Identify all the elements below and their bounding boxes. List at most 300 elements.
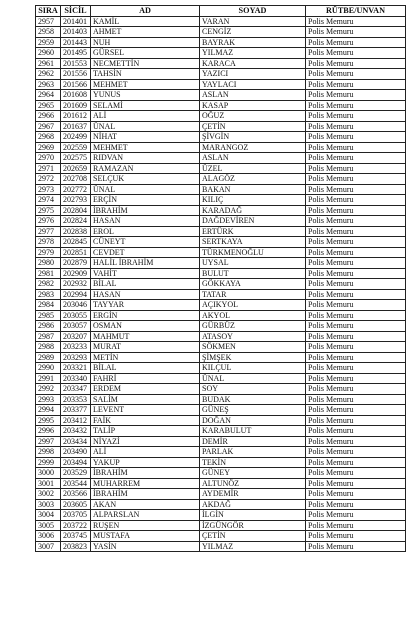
cell-rutbe: Polis Memuru [306,90,406,101]
cell-rutbe: Polis Memuru [306,237,406,248]
cell-sira: 3001 [36,478,61,489]
cell-rutbe: Polis Memuru [306,342,406,353]
cell-rutbe: Polis Memuru [306,153,406,164]
table-row [36,16,406,27]
cell-ad: MUHARREM [91,478,200,489]
cell-soyad: AYDEMİR [200,489,306,500]
cell-soyad: DAĞDEVİREN [200,216,306,227]
cell-sicil: 203353 [61,394,91,405]
cell-rutbe: Polis Memuru [306,363,406,374]
cell-soyad: PARLAK [200,447,306,458]
cell-sira: 2996 [36,426,61,437]
cell-ad: NECMETTİN [91,58,200,69]
cell-soyad: YILMAZ [200,48,306,59]
cell-sira: 2982 [36,279,61,290]
cell-sicil: 201556 [61,69,91,80]
table-row [36,520,406,531]
cell-rutbe: Polis Memuru [306,520,406,531]
cell-ad: TALİP [91,426,200,437]
table-row [36,510,406,521]
cell-ad: RUŞEN [91,520,200,531]
cell-sira: 2960 [36,48,61,59]
cell-sicil: 202559 [61,142,91,153]
table-row [36,373,406,384]
cell-sira: 2964 [36,90,61,101]
cell-sira: 2989 [36,352,61,363]
table-row [36,489,406,500]
table-row [36,237,406,248]
cell-ad: MUSTAFA [91,531,200,542]
cell-sira: 2967 [36,121,61,132]
cell-sicil: 203705 [61,510,91,521]
table-row [36,331,406,342]
cell-soyad: OĞUZ [200,111,306,122]
cell-soyad: YAYLACI [200,79,306,90]
cell-soyad: KILIÇ [200,195,306,206]
cell-rutbe: Polis Memuru [306,415,406,426]
cell-ad: YAKUP [91,457,200,468]
cell-sicil: 201443 [61,37,91,48]
table-row [36,90,406,101]
cell-sira: 2958 [36,27,61,38]
cell-ad: İBRAHİM [91,205,200,216]
cell-ad: İBRAHİM [91,489,200,500]
cell-ad: MEHMET [91,142,200,153]
table-row [36,132,406,143]
cell-rutbe: Polis Memuru [306,499,406,510]
table-row [36,342,406,353]
cell-rutbe: Polis Memuru [306,289,406,300]
cell-sicil: 202804 [61,205,91,216]
cell-sicil: 203347 [61,384,91,395]
table-row [36,205,406,216]
cell-sicil: 203207 [61,331,91,342]
cell-soyad: ASLAN [200,153,306,164]
cell-soyad: ÇETİN [200,531,306,542]
cell-sicil: 202659 [61,163,91,174]
table-body [36,16,406,552]
cell-soyad: DOĞAN [200,415,306,426]
cell-rutbe: Polis Memuru [306,394,406,405]
cell-sira: 2972 [36,174,61,185]
header-row [36,6,406,17]
cell-sicil: 203233 [61,342,91,353]
table-row [36,541,406,552]
cell-sicil: 203529 [61,468,91,479]
table-row [36,415,406,426]
cell-sicil: 203566 [61,489,91,500]
cell-sira: 2993 [36,394,61,405]
cell-rutbe: Polis Memuru [306,226,406,237]
cell-soyad: BAYRAK [200,37,306,48]
cell-sicil: 203544 [61,478,91,489]
cell-soyad: KILÇUL [200,363,306,374]
cell-sicil: 201495 [61,48,91,59]
cell-sira: 3004 [36,510,61,521]
cell-soyad: SÖKMEN [200,342,306,353]
cell-ad: RIDVAN [91,153,200,164]
cell-soyad: ASLAN [200,90,306,101]
cell-sira: 2987 [36,331,61,342]
cell-ad: CEVDET [91,247,200,258]
table-row [36,531,406,542]
cell-ad: NİYAZİ [91,436,200,447]
table-row [36,310,406,321]
cell-ad: BİLAL [91,279,200,290]
cell-ad: AKAN [91,499,200,510]
cell-soyad: MARANGOZ [200,142,306,153]
cell-sira: 3003 [36,499,61,510]
cell-soyad: GÜRBÜZ [200,321,306,332]
cell-rutbe: Polis Memuru [306,541,406,552]
cell-ad: KAMİL [91,16,200,27]
cell-sira: 2963 [36,79,61,90]
cell-soyad: BAKAN [200,184,306,195]
cell-rutbe: Polis Memuru [306,111,406,122]
cell-rutbe: Polis Memuru [306,373,406,384]
cell-soyad: ALTUNÖZ [200,478,306,489]
cell-sicil: 203605 [61,499,91,510]
cell-sira: 2990 [36,363,61,374]
cell-soyad: AKYOL [200,310,306,321]
cell-rutbe: Polis Memuru [306,205,406,216]
cell-rutbe: Polis Memuru [306,174,406,185]
cell-soyad: SERTKAYA [200,237,306,248]
cell-rutbe: Polis Memuru [306,195,406,206]
cell-ad: ERÇİN [91,195,200,206]
cell-sira: 2970 [36,153,61,164]
table-row [36,457,406,468]
cell-sira: 2995 [36,415,61,426]
cell-sicil: 201553 [61,58,91,69]
table-row [36,195,406,206]
cell-sicil: 202909 [61,268,91,279]
cell-soyad: TÜRKMENOĞLU [200,247,306,258]
cell-rutbe: Polis Memuru [306,69,406,80]
cell-ad: MURAT [91,342,200,353]
cell-rutbe: Polis Memuru [306,489,406,500]
cell-sicil: 203340 [61,373,91,384]
cell-soyad: GÜNEŞ [200,405,306,416]
table-row [36,394,406,405]
cell-rutbe: Polis Memuru [306,300,406,311]
header-sicil: SİCİL [61,6,91,17]
cell-soyad: TEKİN [200,457,306,468]
cell-sira: 2957 [36,16,61,27]
cell-sira: 2969 [36,142,61,153]
cell-soyad: KASAP [200,100,306,111]
header-rutbe: RÜTBE/UNVAN [306,6,406,17]
cell-ad: GÜRSEL [91,48,200,59]
cell-sira: 2980 [36,258,61,269]
table-row [36,478,406,489]
cell-soyad: BUDAK [200,394,306,405]
cell-ad: FAİK [91,415,200,426]
table-row [36,121,406,132]
cell-rutbe: Polis Memuru [306,27,406,38]
cell-soyad: ATASOY [200,331,306,342]
cell-soyad: ÜZEL [200,163,306,174]
table-row [36,447,406,458]
cell-ad: ÜNAL [91,121,200,132]
cell-soyad: AÇIKYOL [200,300,306,311]
cell-soyad: DEMİR [200,436,306,447]
cell-sira: 2983 [36,289,61,300]
cell-sira: 2959 [36,37,61,48]
table-row [36,226,406,237]
cell-sicil: 201637 [61,121,91,132]
cell-soyad: GÜNEY [200,468,306,479]
cell-sicil: 203057 [61,321,91,332]
cell-ad: SELÇUK [91,174,200,185]
cell-rutbe: Polis Memuru [306,321,406,332]
cell-ad: MEHMET [91,79,200,90]
cell-sicil: 201612 [61,111,91,122]
cell-soyad: BULUT [200,268,306,279]
cell-sira: 2974 [36,195,61,206]
cell-ad: YUNUS [91,90,200,101]
cell-sira: 2975 [36,205,61,216]
cell-sicil: 203432 [61,426,91,437]
cell-rutbe: Polis Memuru [306,310,406,321]
cell-rutbe: Polis Memuru [306,478,406,489]
cell-rutbe: Polis Memuru [306,37,406,48]
table-row [36,58,406,69]
table-row [36,142,406,153]
personnel-table [35,5,406,552]
table-row [36,300,406,311]
table-row [36,468,406,479]
cell-sicil: 201401 [61,16,91,27]
table-row [36,258,406,269]
cell-sira: 2961 [36,58,61,69]
cell-sira: 3007 [36,541,61,552]
cell-sira: 2986 [36,321,61,332]
table-row [36,279,406,290]
cell-soyad: ŞİMŞEK [200,352,306,363]
cell-sicil: 202932 [61,279,91,290]
cell-ad: TAHSİN [91,69,200,80]
cell-sira: 3000 [36,468,61,479]
cell-sira: 2968 [36,132,61,143]
cell-ad: HALİL İBRAHİM [91,258,200,269]
cell-soyad: ERTÜRK [200,226,306,237]
cell-sicil: 201403 [61,27,91,38]
cell-soyad: AKDAĞ [200,499,306,510]
cell-rutbe: Polis Memuru [306,268,406,279]
cell-sicil: 203046 [61,300,91,311]
cell-sicil: 201609 [61,100,91,111]
cell-ad: RAMAZAN [91,163,200,174]
cell-ad: ERGİN [91,310,200,321]
table-row [36,289,406,300]
cell-ad: ÜNAL [91,184,200,195]
cell-soyad: ÜNAL [200,373,306,384]
cell-rutbe: Polis Memuru [306,142,406,153]
cell-sira: 2998 [36,447,61,458]
cell-soyad: SOY [200,384,306,395]
cell-rutbe: Polis Memuru [306,247,406,258]
cell-rutbe: Polis Memuru [306,468,406,479]
table-row [36,184,406,195]
table-row [36,436,406,447]
table-row [36,321,406,332]
table-row [36,499,406,510]
cell-sira: 2988 [36,342,61,353]
table-row [36,384,406,395]
cell-ad: METİN [91,352,200,363]
cell-sicil: 201608 [61,90,91,101]
cell-ad: VAHİT [91,268,200,279]
cell-ad: İBRAHİM [91,468,200,479]
cell-sicil: 202994 [61,289,91,300]
cell-soyad: TATAR [200,289,306,300]
header-soyad: SOYAD [200,6,306,17]
cell-sira: 2992 [36,384,61,395]
cell-soyad: KARABULUT [200,426,306,437]
cell-sicil: 202772 [61,184,91,195]
cell-soyad: GÖKKAYA [200,279,306,290]
cell-sira: 2999 [36,457,61,468]
cell-sira: 3005 [36,520,61,531]
cell-sira: 2981 [36,268,61,279]
cell-sicil: 203745 [61,531,91,542]
cell-rutbe: Polis Memuru [306,352,406,363]
table-row [36,216,406,227]
cell-sira: 2973 [36,184,61,195]
cell-sicil: 202824 [61,216,91,227]
cell-sicil: 203494 [61,457,91,468]
cell-ad: ERDEM [91,384,200,395]
cell-rutbe: Polis Memuru [306,163,406,174]
cell-sicil: 202575 [61,153,91,164]
cell-rutbe: Polis Memuru [306,100,406,111]
cell-ad: BİLAL [91,363,200,374]
header-ad: AD [91,6,200,17]
cell-ad: YASİN [91,541,200,552]
cell-sira: 2965 [36,100,61,111]
cell-rutbe: Polis Memuru [306,331,406,342]
table-row [36,27,406,38]
cell-rutbe: Polis Memuru [306,58,406,69]
table-row [36,111,406,122]
cell-ad: LEVENT [91,405,200,416]
cell-soyad: KARADAĞ [200,205,306,216]
table-row [36,153,406,164]
cell-ad: FAHRİ [91,373,200,384]
cell-sira: 2977 [36,226,61,237]
cell-ad: ALİ [91,111,200,122]
cell-soyad: CENGİZ [200,27,306,38]
cell-rutbe: Polis Memuru [306,384,406,395]
cell-sira: 2962 [36,69,61,80]
cell-rutbe: Polis Memuru [306,436,406,447]
cell-rutbe: Polis Memuru [306,258,406,269]
cell-sicil: 203434 [61,436,91,447]
cell-sira: 2991 [36,373,61,384]
cell-sicil: 202879 [61,258,91,269]
cell-sira: 3002 [36,489,61,500]
cell-sira: 2979 [36,247,61,258]
cell-sicil: 203321 [61,363,91,374]
cell-sicil: 203412 [61,415,91,426]
cell-ad: ALİ [91,447,200,458]
cell-rutbe: Polis Memuru [306,132,406,143]
cell-soyad: İLGİN [200,510,306,521]
cell-soyad: YILMAZ [200,541,306,552]
cell-ad: AHMET [91,27,200,38]
table-row [36,48,406,59]
cell-ad: NUH [91,37,200,48]
cell-ad: ALPARSLAN [91,510,200,521]
cell-ad: OSMAN [91,321,200,332]
cell-sira: 2966 [36,111,61,122]
cell-ad: HASAN [91,289,200,300]
cell-ad: CÜNEYT [91,237,200,248]
cell-rutbe: Polis Memuru [306,405,406,416]
cell-rutbe: Polis Memuru [306,121,406,132]
cell-sira: 3006 [36,531,61,542]
cell-soyad: VARAN [200,16,306,27]
cell-rutbe: Polis Memuru [306,279,406,290]
cell-sicil: 202851 [61,247,91,258]
cell-rutbe: Polis Memuru [306,457,406,468]
table-row [36,247,406,258]
cell-soyad: İZGÜNGÖR [200,520,306,531]
cell-rutbe: Polis Memuru [306,426,406,437]
cell-ad: SALİM [91,394,200,405]
cell-soyad: ALAGÖZ [200,174,306,185]
cell-sira: 2978 [36,237,61,248]
cell-ad: SELAMİ [91,100,200,111]
cell-sicil: 203490 [61,447,91,458]
cell-sira: 2997 [36,436,61,447]
cell-sicil: 203293 [61,352,91,363]
header-sira: SIRA [36,6,61,17]
table-row [36,174,406,185]
table-row [36,426,406,437]
table-row [36,100,406,111]
cell-ad: HASAN [91,216,200,227]
cell-sicil: 201566 [61,79,91,90]
table-header [36,6,406,17]
cell-sicil: 203823 [61,541,91,552]
cell-sira: 2985 [36,310,61,321]
cell-sicil: 202499 [61,132,91,143]
cell-soyad: ŞİVGİN [200,132,306,143]
cell-sira: 2994 [36,405,61,416]
cell-sicil: 202793 [61,195,91,206]
table-row [36,352,406,363]
cell-rutbe: Polis Memuru [306,531,406,542]
cell-rutbe: Polis Memuru [306,510,406,521]
cell-sicil: 202838 [61,226,91,237]
cell-rutbe: Polis Memuru [306,79,406,90]
cell-rutbe: Polis Memuru [306,447,406,458]
cell-ad: MAHMUT [91,331,200,342]
table-row [36,37,406,48]
cell-sira: 2984 [36,300,61,311]
cell-ad: TAYYAR [91,300,200,311]
cell-soyad: ÇETİN [200,121,306,132]
cell-sicil: 202845 [61,237,91,248]
cell-rutbe: Polis Memuru [306,16,406,27]
cell-sicil: 202708 [61,174,91,185]
table-row [36,163,406,174]
cell-soyad: YAZICI [200,69,306,80]
cell-sicil: 203377 [61,405,91,416]
personnel-list-sheet [35,5,406,552]
